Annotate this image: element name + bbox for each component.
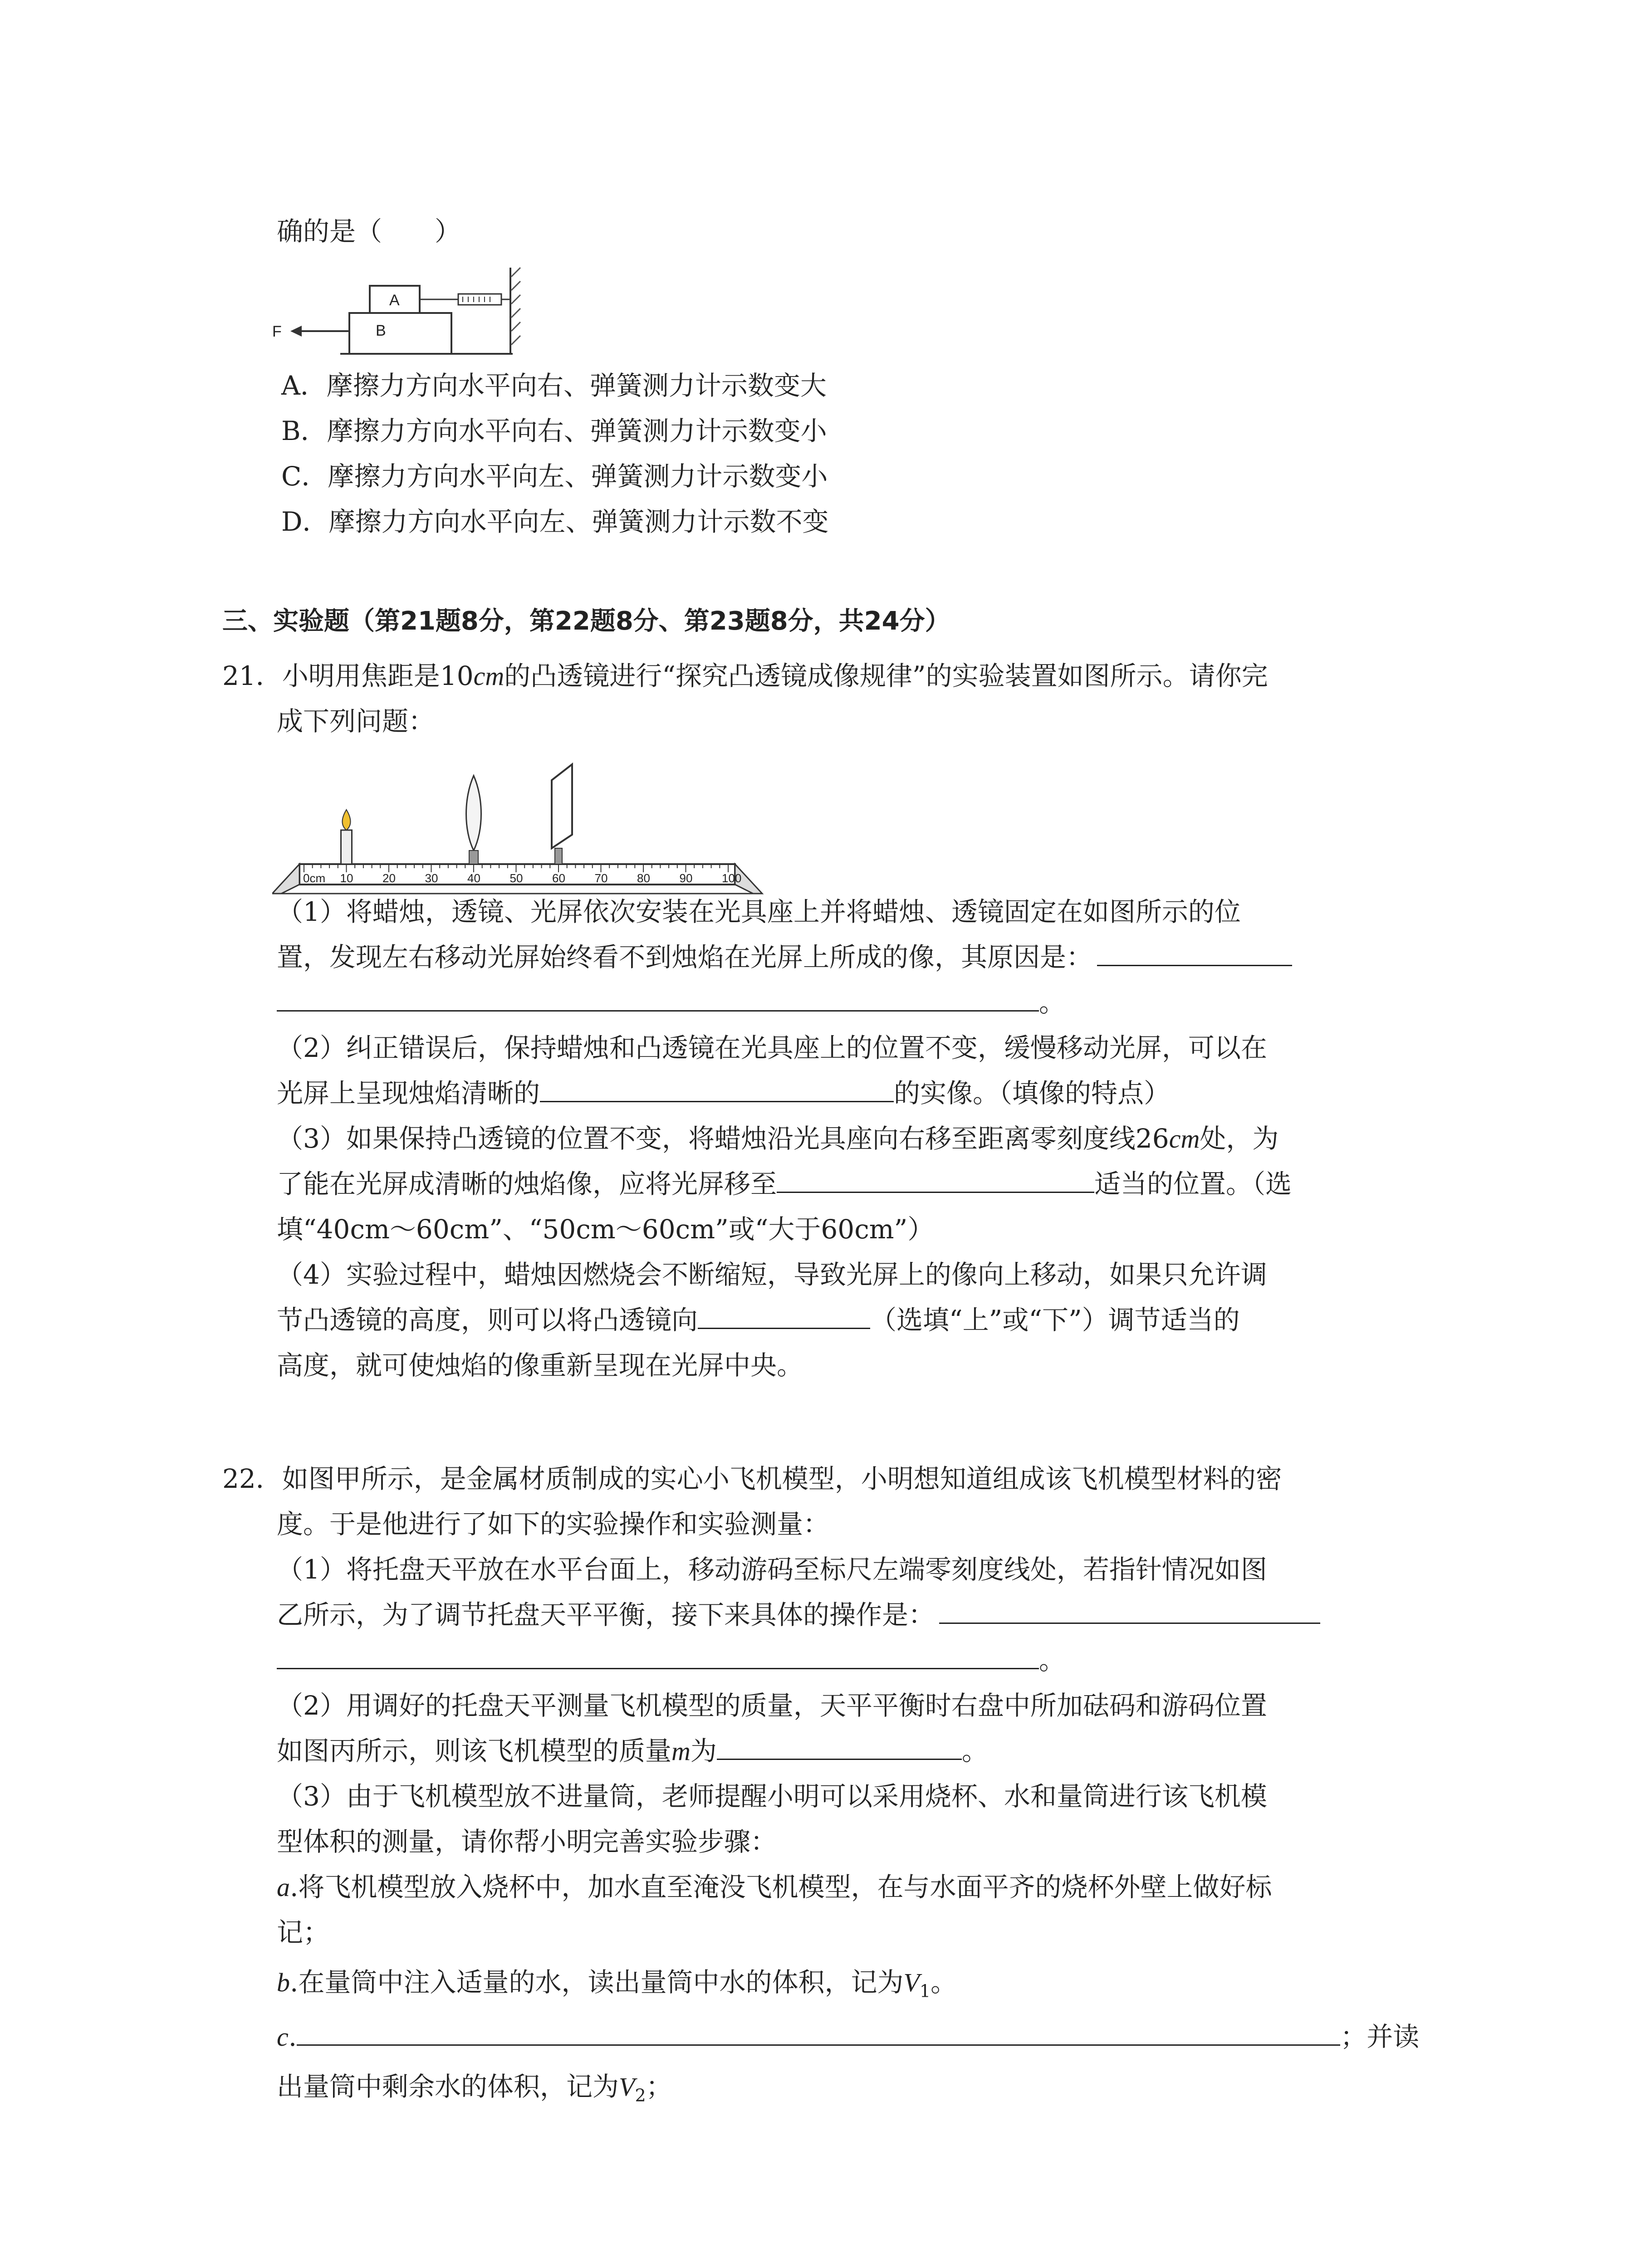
q20-stem-tail: 确的是（ ）: [277, 216, 461, 247]
q22-p3-line2: 型体积的测量，请你帮小明完善实验步骤：: [277, 1826, 777, 1857]
q22-p1-line1: （1）将托盘天平放在水平台面上，移动游码至标尺左端零刻度线处，若指针情况如图: [277, 1554, 1267, 1585]
q21-p2-line2: 光屏上呈现烛焰清晰的 的实像。（填像的特点）: [277, 1075, 1170, 1111]
wall-hatching: [511, 268, 520, 345]
q22-step-a-line1: a.将飞机模型放入烧杯中，加水直至淹没飞机模型，在与水面平齐的烧杯外壁上做好标: [277, 1872, 1272, 1902]
ruler-tick-label: 20: [382, 871, 396, 885]
q21-line1: 21．小明用焦距是10cm的凸透镜进行“探究凸透镜成像规律”的实验装置如图所示。请你完: [222, 660, 1268, 691]
left-foot: [272, 864, 299, 894]
optical-bench-figure: [272, 762, 771, 898]
q22-step-a-line2: 记；: [277, 1917, 330, 1948]
q21-p1-line2: 置，发现左右移动光屏始终看不到烛焰在光屏上所成的像，其原因是：: [277, 939, 1292, 975]
ruler-tick-label: 10: [340, 871, 353, 885]
candle-icon: [341, 810, 352, 864]
answer-blank-7[interactable]: [277, 1642, 1039, 1669]
q20-block-figure: [272, 259, 526, 363]
arrow-head-icon: [290, 326, 302, 337]
answer-blank-6[interactable]: [939, 1597, 1320, 1624]
q21-p3-line2: 了能在光屏成清晰的烛焰像，应将光屏移至 适当的位置。（选: [277, 1166, 1292, 1202]
q22-line2: 度。于是他进行了如下的实验操作和实验测量：: [277, 1509, 830, 1540]
q20-option-a: A．摩擦力方向水平向右、弹簧测力计示数变大: [281, 370, 827, 401]
ruler-tick-label: 80: [637, 871, 650, 885]
answer-blank-2[interactable]: [277, 985, 1039, 1012]
answer-blank-3[interactable]: [540, 1075, 894, 1102]
q22-p2-line2: 如图丙所示，则该飞机模型的质量m为 。: [277, 1733, 988, 1769]
light-screen-icon: [552, 764, 572, 864]
convex-lens-icon: [466, 776, 481, 864]
answer-blank-9[interactable]: [297, 2019, 1340, 2046]
ruler-tick-label: 30: [425, 871, 438, 885]
ruler-tick-label: 60: [552, 871, 565, 885]
ruler-tick-label: 100: [722, 871, 742, 885]
q21-p1-line1: （1）将蜡烛，透镜、光屏依次安装在光具座上并将蜡烛、透镜固定在如图所示的位: [277, 896, 1241, 927]
block-a-label: A: [389, 292, 400, 309]
force-label: F: [272, 323, 282, 340]
answer-blank-4[interactable]: [777, 1166, 1094, 1193]
q20-option-c: C．摩擦力方向水平向左、弹簧测力计示数变小: [281, 461, 828, 492]
q22-line1: 22．如图甲所示，是金属材质制成的实心小飞机模型，小明想知道组成该飞机模型材料的密: [222, 1463, 1282, 1494]
q20-option-d: D．摩擦力方向水平向左、弹簧测力计示数不变: [281, 506, 829, 537]
q21-p3-line3: 填“40cm～60cm”、“50cm～60cm”或“大于60cm”）: [277, 1214, 934, 1245]
q20-option-b: B．摩擦力方向水平向右、弹簧测力计示数变小: [281, 415, 827, 446]
answer-blank-8[interactable]: [717, 1733, 962, 1760]
ruler-tick-label: 50: [509, 871, 523, 885]
q21-p1-line3: 。: [277, 984, 1065, 1021]
q22-p3-line1: （3）由于飞机模型放不进量筒，老师提醒小明可以采用烧杯、水和量筒进行该飞机模: [277, 1781, 1267, 1812]
block-b-label: B: [376, 322, 386, 339]
q21-line2: 成下列问题：: [277, 706, 435, 737]
q21-p4-line1: （4）实验过程中，蜡烛因燃烧会不断缩短，导致光屏上的像向上移动，如果只允许调: [277, 1259, 1267, 1290]
ruler-tick-label: 90: [679, 871, 693, 885]
q22-p2-line1: （2）用调好的托盘天平测量飞机模型的质量，天平平衡时右盘中所加砝码和游码位置: [277, 1690, 1267, 1721]
q22-p1-line3: 。: [277, 1642, 1065, 1678]
ruler-tick-label: 70: [594, 871, 608, 885]
answer-blank-5[interactable]: [698, 1302, 870, 1329]
q22-step-b: b.在量筒中注入适量的水，读出量筒中水的体积，记为$V_1$。: [277, 1967, 957, 2001]
spring-gauge: [458, 294, 501, 305]
ruler-tick-label: 0cm: [303, 871, 326, 885]
q21-p2-line1: （2）纠正错误后，保持蜡烛和凸透镜在光具座上的位置不变，缓慢移动光屏，可以在: [277, 1032, 1267, 1063]
q22-p1-line2: 乙所示，为了调节托盘天平平衡，接下来具体的操作是：: [277, 1597, 1320, 1633]
q22-step-c: c. ；并读: [277, 2019, 1419, 2055]
answer-blank-1[interactable]: [1097, 939, 1292, 966]
q21-p4-line3: 高度，就可使烛焰的像重新呈现在光屏中央。: [277, 1350, 803, 1381]
q21-p4-line2: 节凸透镜的高度，则可以将凸透镜向 （选填“上”或“下”）调节适当的: [277, 1302, 1240, 1338]
section-title: 三、实验题（第21题8分，第22题8分、第23题8分，共24分）: [222, 606, 950, 636]
block-b: [349, 313, 451, 354]
q22-last-line: 出量筒中剩余水的体积，记为$V_2$；: [277, 2071, 672, 2106]
q21-p3-line1: （3）如果保持凸透镜的位置不变，将蜡烛沿光具座向右移至距离零刻度线26cm处，为: [277, 1123, 1279, 1154]
ruler-tick-label: 40: [467, 871, 480, 885]
